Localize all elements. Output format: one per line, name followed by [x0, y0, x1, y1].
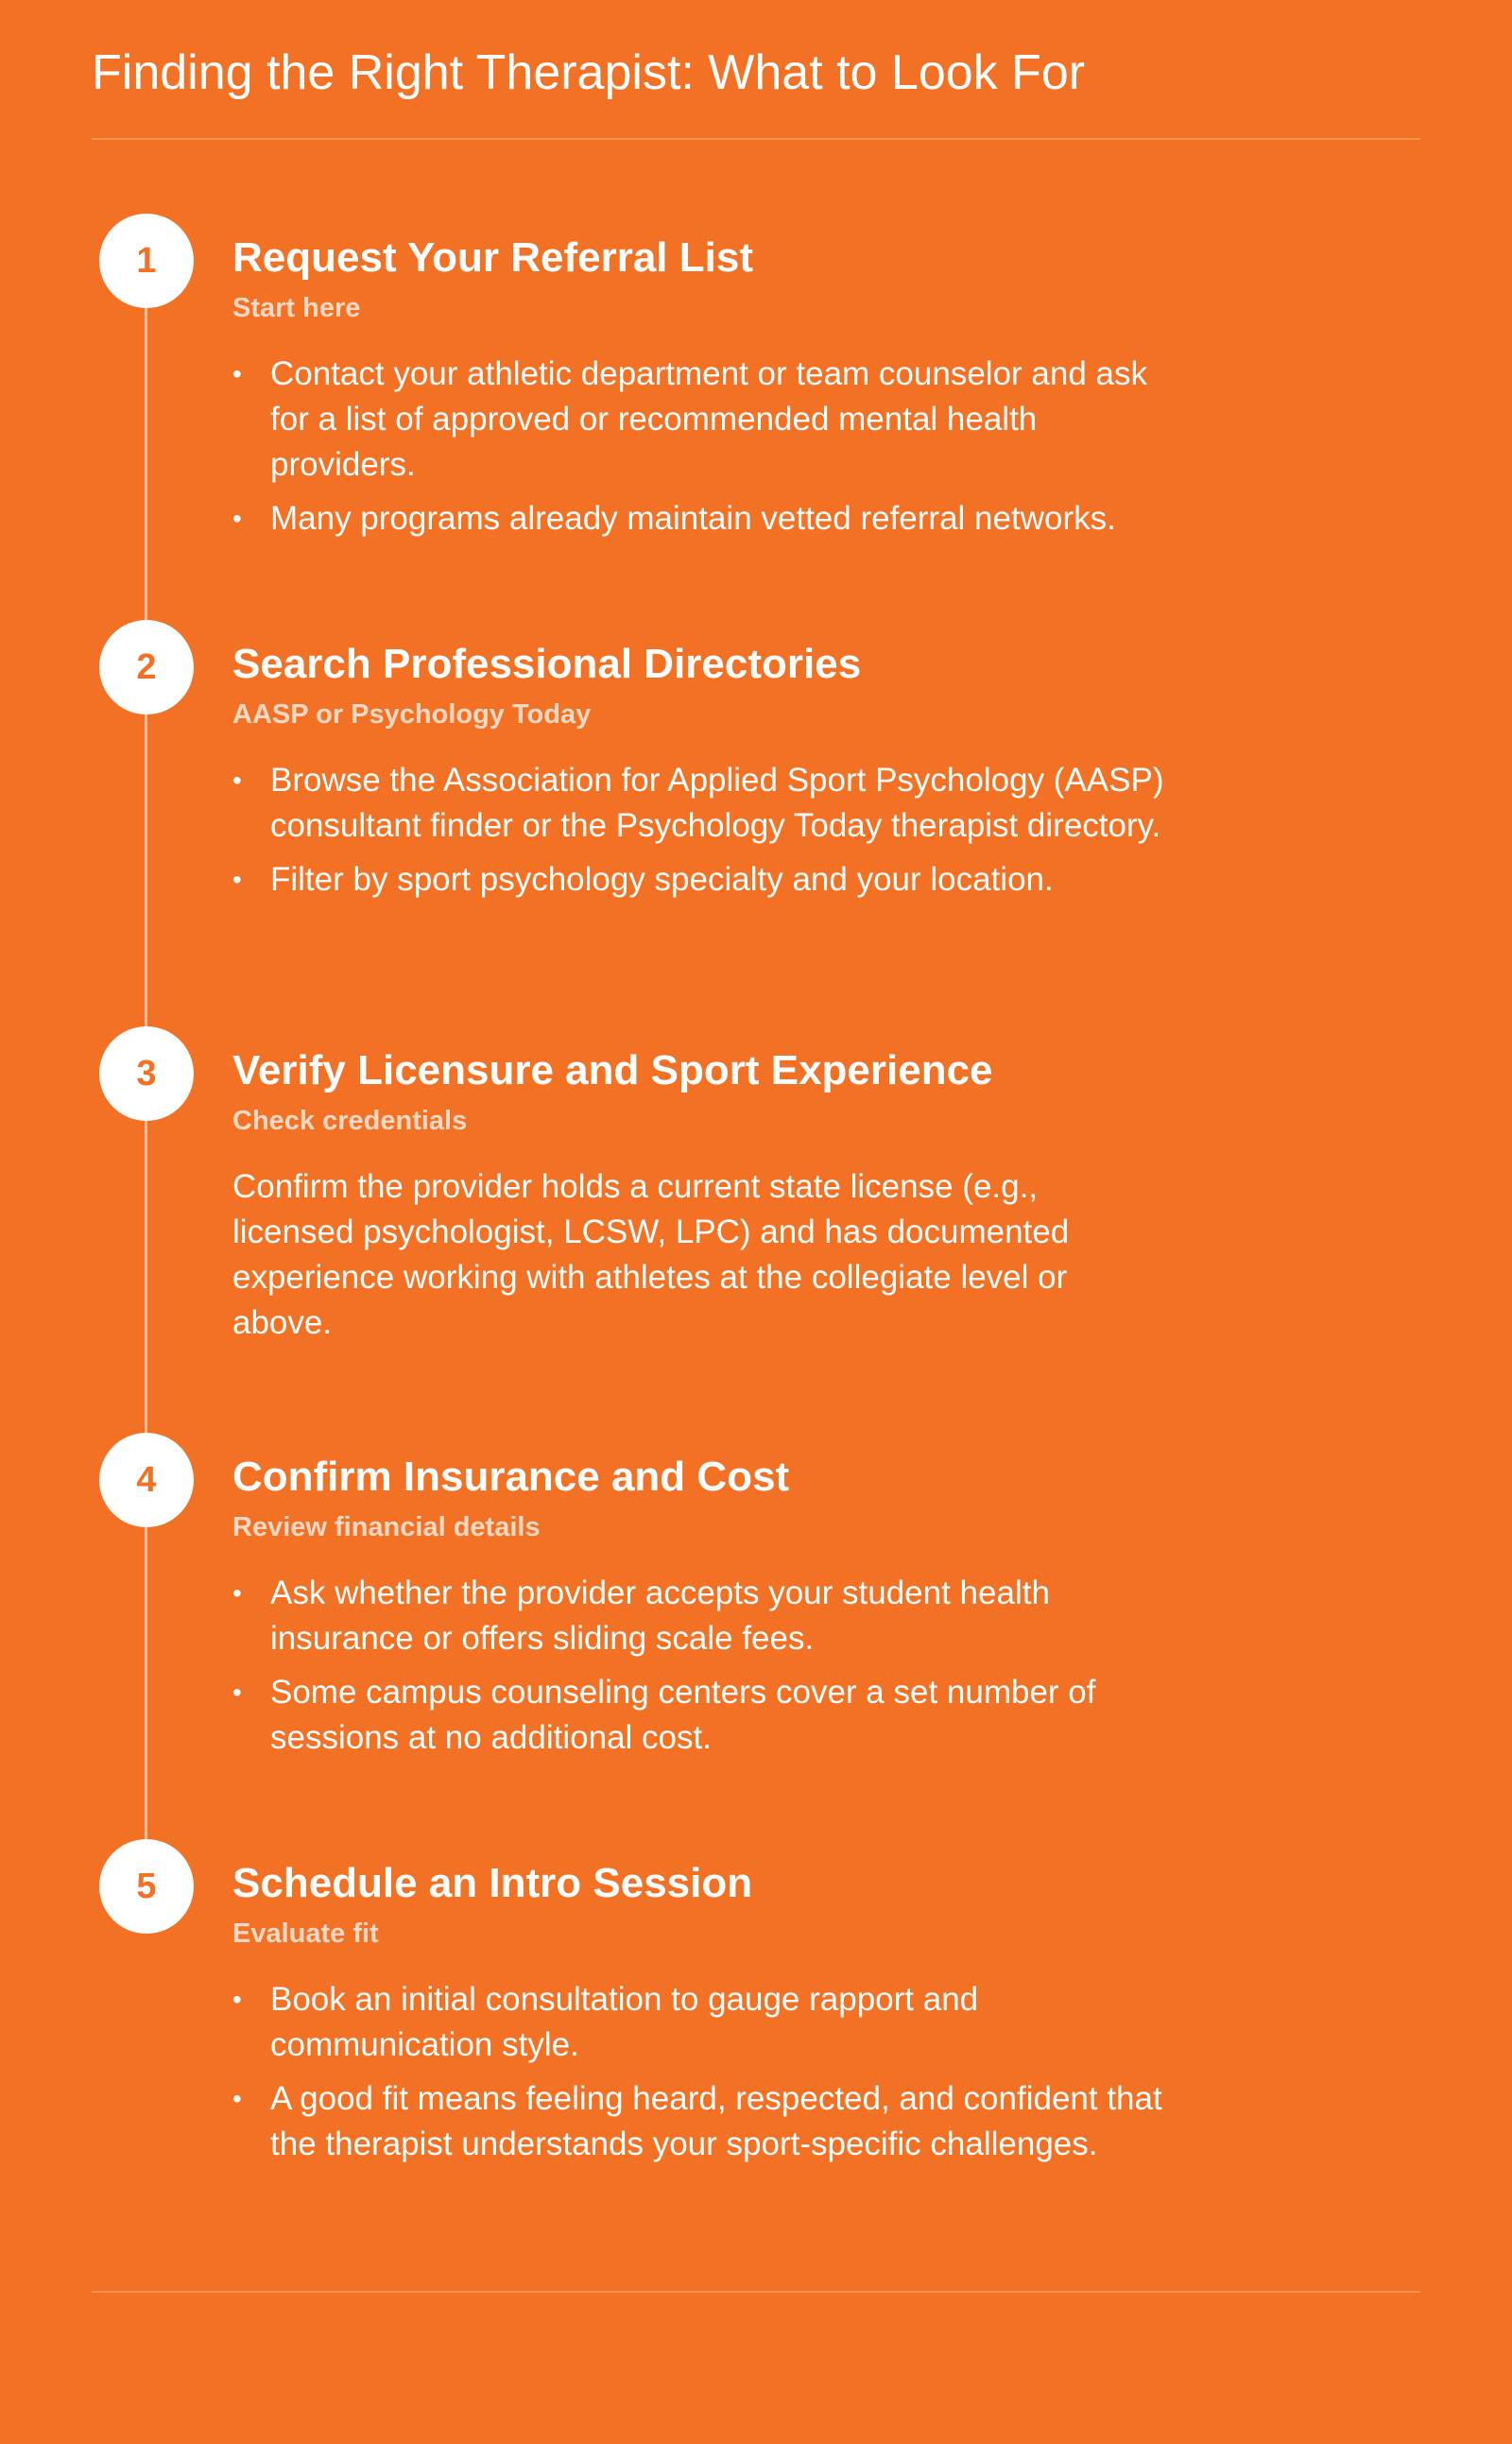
step-bullet-list	[232, 1571, 1187, 1761]
list-item: • Contact your athletic department or team counselor and ask for a list of approved or recommended mental health providers.	[232, 352, 1187, 488]
step-subtitle: Evaluate fit	[232, 1919, 379, 1949]
step-title: Search Professional Directories	[232, 641, 862, 687]
step-subtitle: Check credentials	[232, 1106, 468, 1136]
step-subtitle: AASP or Psychology Today	[232, 699, 592, 730]
list-item: • Some campus counseling centers cover a set number of sessions at no additional cost.	[232, 1670, 1187, 1761]
step-content	[232, 1452, 1187, 1769]
step-number-badge: 4	[99, 1433, 194, 1527]
step-title: Request Your Referral List	[232, 234, 753, 281]
step-subtitle: Review financial details	[232, 1512, 541, 1542]
step-number-badge: 1	[99, 214, 194, 308]
step-content	[232, 1045, 1187, 1346]
step-number-badge: 2	[99, 620, 194, 714]
step-paragraph: Confirm the provider holds a current state license (e.g., licensed psychologist, LCSW, LPC) and has documented experience working with athletes at the collegiate level or above.	[232, 1168, 1070, 1341]
step-content	[232, 639, 1187, 911]
top-divider	[92, 138, 1420, 140]
step-number-badge: 3	[99, 1026, 194, 1121]
page-title: Finding the Right Therapist: What to Look For	[92, 45, 1086, 100]
list-item: • Book an initial consultation to gauge rapport and communication style.	[232, 1977, 1187, 2068]
step-bullet-list	[232, 352, 1187, 542]
step-number-badge: 5	[99, 1839, 194, 1934]
step-bullet-list	[232, 758, 1187, 903]
list-item: • Filter by sport psychology specialty and your location.	[232, 857, 1187, 903]
list-item: • Many programs already maintain vetted referral networks.	[232, 496, 1187, 542]
list-item: • Browse the Association for Applied Sport Psychology (AASP) consultant finder or the Psychology Today therapist directory.	[232, 758, 1187, 849]
step-bullet-list	[232, 1977, 1187, 2167]
list-item: • A good fit means feeling heard, respected, and confident that the therapist understands your sport-specific challenges.	[232, 2076, 1187, 2167]
step-content	[232, 232, 1187, 550]
step-subtitle: Start here	[232, 293, 361, 323]
bottom-divider	[92, 2291, 1420, 2293]
step-title: Schedule an Intro Session	[232, 1860, 753, 1906]
step-content	[232, 1858, 1187, 2176]
step-title: Verify Licensure and Sport Experience	[232, 1047, 993, 1093]
list-item: • Ask whether the provider accepts your student health insurance or offers sliding scale fees.	[232, 1571, 1187, 1661]
step-title: Confirm Insurance and Cost	[232, 1454, 790, 1500]
